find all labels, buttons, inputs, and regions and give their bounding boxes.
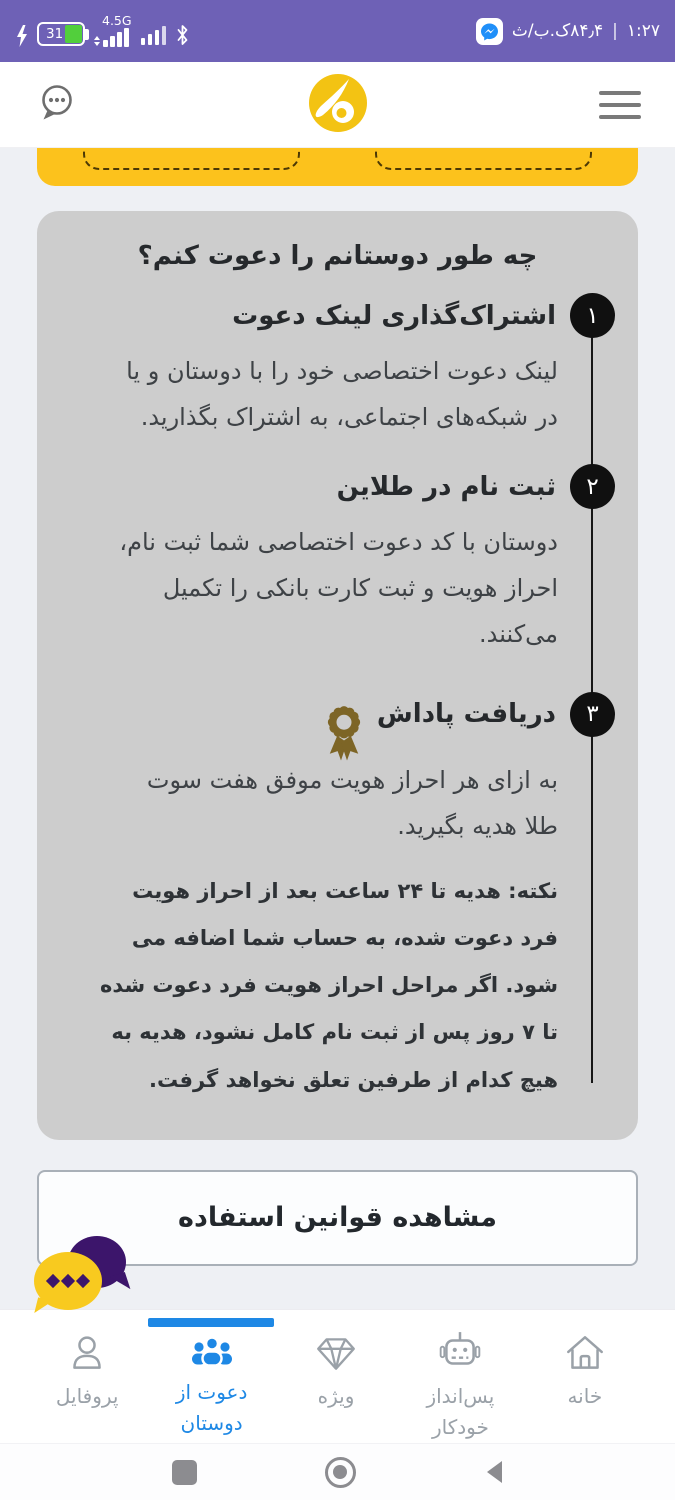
step-2-description: دوستان با کد دعوت اختصاصی شما ثبت نام، احراز هویت و ثبت کارت بانکی را تکمیل می‌کنند.: [119, 528, 558, 649]
chat-bubble-icon: [34, 81, 78, 125]
bluetooth-icon: [175, 24, 190, 46]
nav-label-special: ویژه: [317, 1384, 355, 1408]
nav-label-home: خانه: [567, 1384, 603, 1408]
invite-guide-card: [37, 211, 638, 1140]
step-2-number-badge: ۲: [570, 464, 615, 509]
nav-label-invite-friends: دعوت از دوستان: [175, 1380, 248, 1435]
status-left-cluster: [15, 12, 190, 48]
step-3-header: [37, 681, 638, 747]
nav-item-invite-friends[interactable]: [149, 1310, 273, 1443]
back-button[interactable]: [484, 1459, 504, 1485]
step-3-description: به ازای هر احراز هویت موفق هفت سوت طلا هدیه بگیرید.: [146, 766, 558, 841]
app-header: [0, 62, 675, 148]
chat-widget-button[interactable]: [34, 1236, 130, 1320]
step-3-number-badge: ۳: [570, 692, 615, 737]
status-bar: [0, 0, 675, 62]
battery-indicator: [37, 22, 85, 46]
nav-item-home[interactable]: [523, 1310, 647, 1443]
nav-item-auto-savings[interactable]: [398, 1310, 522, 1443]
step-1-number-badge: ۱: [570, 293, 615, 338]
nav-label-auto-savings: پس‌انداز خودکار: [426, 1384, 495, 1439]
diamond-icon: [313, 1330, 359, 1376]
home-button[interactable]: [325, 1457, 356, 1488]
signal-bars-2-icon: [141, 26, 167, 45]
sim1-network: [94, 12, 132, 48]
step-1-description: لینک دعوت اختصاصی خود را با دوستان و یا در شبکه‌های اجتماعی، به اشتراک بگذارید.: [126, 357, 558, 432]
medal-icon: [323, 701, 365, 767]
step-3-title: دریافت پاداش: [376, 699, 556, 730]
guide-note: نکته: هدیه تا ۲۴ ساعت بعد از احراز هویت فرد دعوت شده، به حساب شما اضافه می شود. اگر مراحل احراز هویت فرد دعوت شده تا ۷ روز پس از ثبت نام کامل نشود، هدیه به هیچ کدام از طرفین تعلق نخواهد گرفت.: [99, 878, 558, 1092]
person-icon: [64, 1330, 110, 1376]
nav-label-profile: پروفایل: [55, 1384, 119, 1408]
charging-bolt-icon: [15, 25, 28, 47]
people-icon: [188, 1330, 236, 1372]
battery-percent: 31: [46, 26, 64, 43]
active-tab-indicator: [148, 1318, 274, 1327]
clock-time: ۱:۲۷: [626, 21, 660, 41]
invite-code-slot[interactable]: [83, 148, 300, 170]
android-navigation-bar: [0, 1443, 675, 1500]
support-chat-button[interactable]: [34, 81, 78, 129]
data-arrows-icon: [94, 36, 100, 46]
step-2-title: ثبت نام در طلاین: [336, 471, 556, 502]
signal-bars-icon: [103, 28, 129, 47]
status-right-cluster: [476, 18, 660, 45]
chat-bubble-yellow-icon: [34, 1252, 102, 1310]
robot-icon: [437, 1330, 483, 1376]
invite-banner-remnant: [37, 148, 638, 186]
step-2-header: [37, 464, 638, 509]
network-speed: ۸۴٫۴ک.ب/ث: [511, 21, 604, 41]
bottom-navigation: [0, 1310, 675, 1443]
hamburger-menu-button[interactable]: [599, 91, 641, 119]
messenger-app-icon: [476, 18, 503, 45]
recents-button[interactable]: [172, 1460, 197, 1485]
nav-item-profile[interactable]: [25, 1310, 149, 1443]
home-icon: [562, 1330, 608, 1376]
status-separator: |: [612, 21, 618, 41]
guide-title: چه طور دوستانم را دعوت کنم؟: [137, 241, 538, 271]
view-terms-button[interactable]: مشاهده قوانین استفاده: [37, 1170, 638, 1266]
invite-link-slot[interactable]: [375, 148, 592, 170]
step-1-header: [37, 293, 638, 338]
talayn-logo-icon: [307, 72, 369, 138]
nav-item-special[interactable]: [274, 1310, 398, 1443]
step-1-title: اشتراک‌گذاری لینک دعوت: [232, 300, 556, 331]
network-type-label: 4.5G: [102, 12, 132, 28]
